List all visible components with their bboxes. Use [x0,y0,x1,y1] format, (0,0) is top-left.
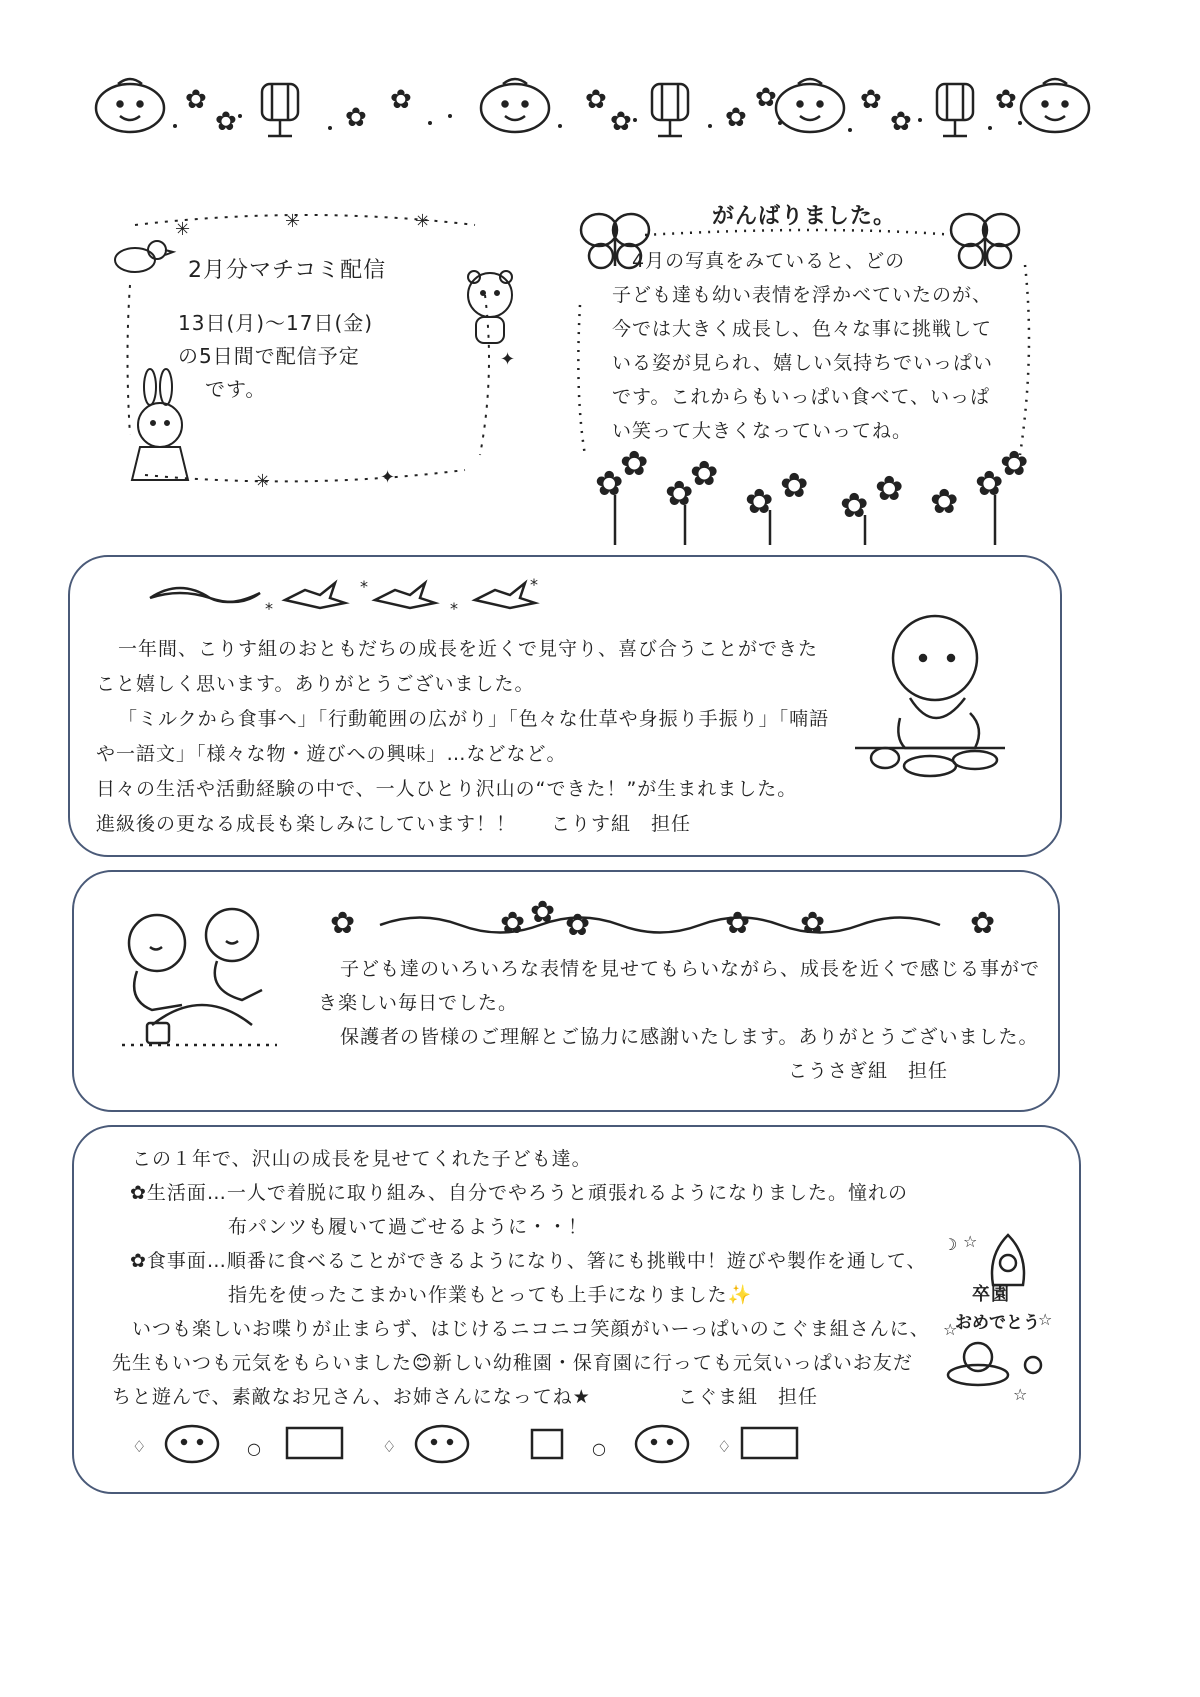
flower-icon: ✿ [780,466,809,506]
kids-sandbox-illustration [112,905,287,1055]
flower-icon: ✿ [585,85,607,115]
notice-period: の5日間で配信予定 [178,344,360,368]
koguma-para-line: ちと遊んで、素敵なお兄さん、お姉さんになってね★ [112,1386,591,1408]
ganbari-line: 4月の写真をみていると、どの [612,250,906,272]
flower-icon: ✿ [975,464,1004,504]
flower-icon: ✿ [875,469,904,509]
svg-text:♢: ♢ [382,1437,397,1456]
koguma-para-text: 先生もいつも元気をもらいました [112,1352,413,1374]
smile-icon: 😊 [412,1352,433,1374]
kousagi-line: き楽しい毎日でした。 [318,992,519,1014]
svg-text:☆: ☆ [1013,1385,1028,1404]
koguma-signature: こぐま組 担任 [678,1386,819,1408]
ganbari-line: 今では大きく成長し、色々な事に挑戦して [612,318,993,340]
korisu-line: 一年間、こりす組のおともだちの成長を近くで見守り、喜び合うことができた [118,638,819,660]
graduation-title: 卒園 [972,1284,1010,1305]
ganbari-line: い笑って大きくなっていってね。 [612,420,913,442]
svg-text:☽: ☽ [943,1235,958,1254]
svg-text:♢: ♢ [717,1437,732,1456]
flower-icon: ✿ [890,107,912,137]
koguma-bullet-daily-cont: 布パンツも履いて過ごせるように・・！ [228,1216,589,1238]
koguma-bullet-daily: ✿生活面…一人で着脱に取り組み、自分でやろうと頑張れるようになりました。憧れの [130,1182,909,1204]
svg-text:*: * [450,599,458,618]
flower-icon: ✿ [755,83,777,113]
ganbari-line: です。これからもいっぱい食べて、いっぱ [612,386,991,408]
svg-text:*: * [530,575,538,594]
ganbari-line: いる姿が見られ、嬉しい気持ちでいっぱい [612,352,993,374]
flower-icon: ✿ [530,895,556,930]
baby-eating-illustration [855,598,1005,798]
flower-icon: ✿ [565,908,591,943]
kousagi-line: 保護者の皆様のご理解とご協力に感謝いたします。ありがとうございました。 [340,1026,1039,1048]
koguma-para-line [112,1354,913,1373]
koguma-para-text: 新しい幼稚園・保育園に行っても元気いっぱいお友だ [432,1352,913,1374]
flower-icon: ✿ [620,444,649,484]
flower-icon: ✿ [215,107,237,137]
ganbari-frame [575,195,1045,555]
flower-icon: ✿ [800,906,826,941]
flower-icon: ✿ [860,85,882,115]
svg-text:♢: ♢ [132,1437,147,1456]
svg-text:*: * [265,599,273,618]
svg-text:☆: ☆ [963,1232,978,1251]
flower-icon: ✿ [970,906,996,941]
vine-flower-decoration [330,895,1010,945]
svg-text:☆: ☆ [943,1320,958,1339]
svg-text:✦: ✦ [380,467,396,488]
flower-icon: ✿ [930,482,959,522]
lantern-icon [937,84,973,136]
face-icon [776,79,844,132]
rabbit-icon [132,369,188,480]
flower-icon: ✿ [330,906,356,941]
flower-icon: ✿ [725,906,751,941]
ganbari-line: 子ども達も幼い表情を浮かべていたのが、 [612,284,993,306]
lantern-icon [262,84,298,136]
bird-icon [115,241,173,272]
svg-text:✳: ✳ [255,471,271,492]
graduation-congrats: おめでとう [955,1313,1040,1333]
korisu-line: こと嬉しく思います。ありがとうございました。 [96,673,535,695]
flower-icon: ✿ [595,464,624,504]
svg-text:○: ○ [247,1439,261,1458]
flower-icon: ✿ [185,85,207,115]
flower-icon: ✿ [725,103,747,133]
ganbari-title: がんばりました。 [712,204,897,229]
koguma-bullet-meal-cont [228,1286,752,1305]
svg-text:✦: ✦ [500,349,516,370]
face-icon [481,79,549,132]
notice-end: です。 [205,377,267,401]
koguma-bullet-meal-text: 指先を使ったこまかい作業もとっても上手になりました [228,1284,728,1306]
flower-icon: ✿ [610,107,632,137]
kousagi-signature: こうさぎ組 担任 [788,1060,949,1082]
flower-icon: ✿ [390,85,412,115]
notice-dates: 13日(月)～17日(金) [178,311,374,335]
svg-text:✳: ✳ [415,211,431,232]
lantern-icon [652,84,688,136]
koguma-bullet-meal: ✿食事面…順番に食べることができるようになり、箸にも挑戦中！遊びや製作を通して、 [130,1250,927,1272]
flower-icon: ✿ [1000,444,1029,484]
svg-text:☆: ☆ [1038,1310,1053,1329]
sparkle-icon: ✨ [727,1284,753,1306]
korisu-line: や一語文」「様々な物・遊びへの興味」…などなど。 [96,743,567,765]
butterfly-icon [951,214,1019,268]
svg-text:*: * [360,577,368,596]
flower-icon: ✿ [665,474,694,514]
korisu-line: 日々の生活や活動経験の中で、一人ひとり沢山の“できた！”が生まれました。 [96,778,798,800]
korisu-line: 進級後の更なる成長も楽しみにしています！！ [96,813,517,835]
kousagi-line: 子ども達のいろいろな表情を見せてもらいながら、成長を近くで感じる事がで [340,958,1041,980]
bird-ribbon-decoration [145,575,545,618]
korisu-signature: こりす組 担任 [551,813,692,835]
svg-text:✳: ✳ [285,211,301,232]
flower-icon: ✿ [345,103,367,133]
koguma-intro: この１年で、沢山の成長を見せてくれた子ども達。 [132,1148,592,1170]
flower-icon: ✿ [690,454,719,494]
flower-icon: ✿ [995,85,1017,115]
bear-icon [468,271,512,343]
svg-text:✳: ✳ [175,219,191,240]
korisu-line: 「ミルクから食事へ」「行動範囲の広がり」「色々な仕草や身振り手振り」「喃語 [118,708,830,730]
flower-icon: ✿ [840,486,869,526]
notice-title: 2月分マチコミ配信 [188,258,387,283]
face-icon [96,79,164,132]
header-border [90,68,1100,148]
bottom-decoration-row [132,1422,822,1467]
face-icon [1021,79,1089,132]
koguma-para-line: いつも楽しいお喋りが止まらず、はじけるニコニコ笑顔がいーっぱいのこぐま組さんに、 [132,1318,930,1340]
flower-icon: ✿ [745,482,774,522]
flower-icon: ✿ [500,906,526,941]
svg-text:○: ○ [592,1439,606,1458]
